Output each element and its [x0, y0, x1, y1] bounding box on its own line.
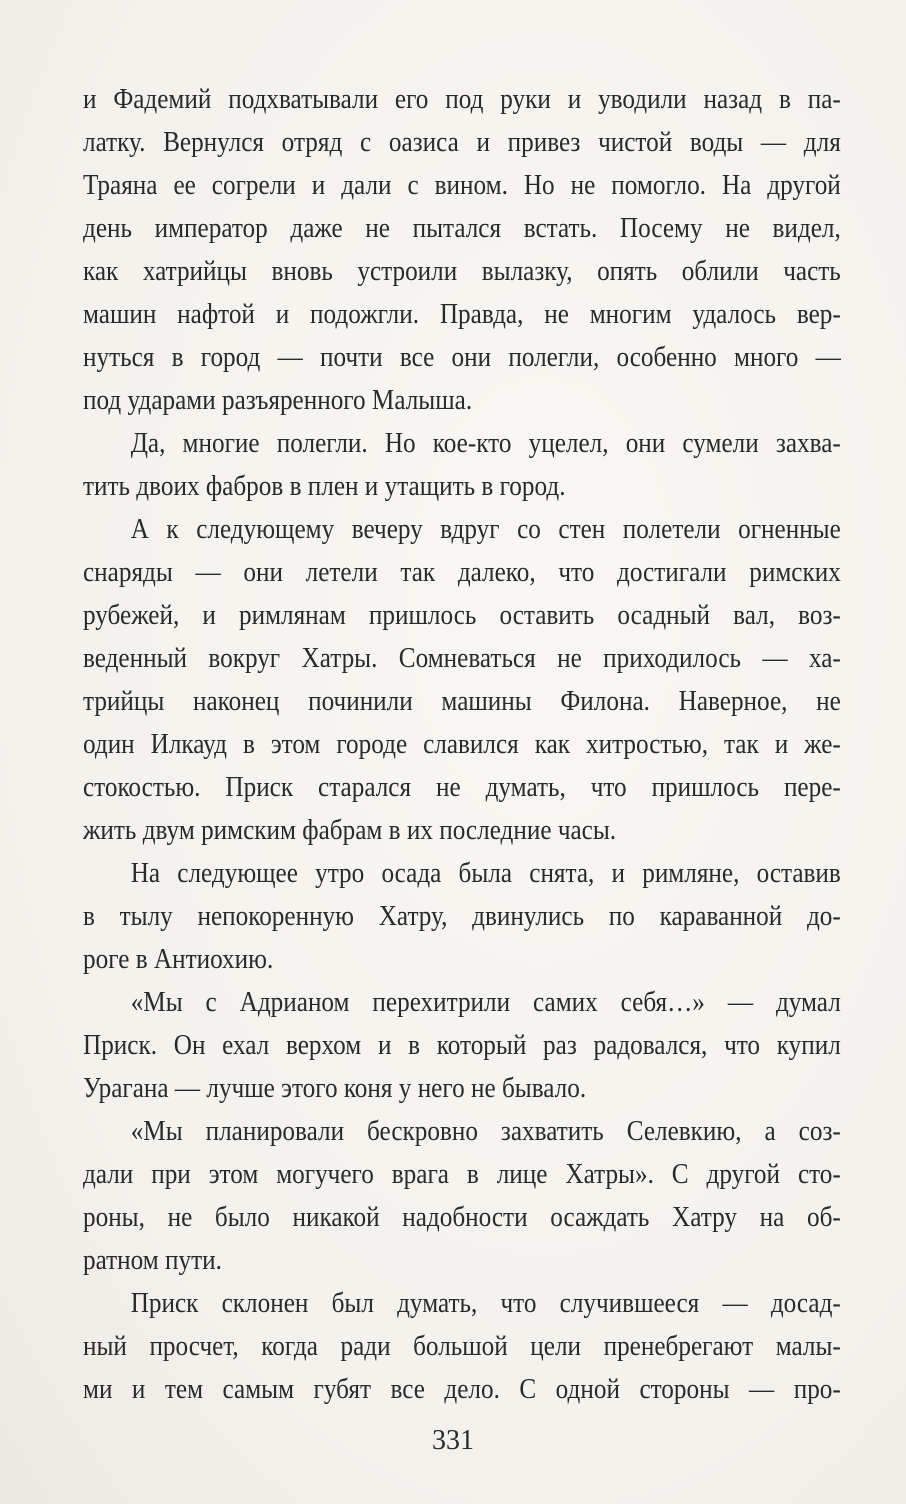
text-line: стокостью. Приск старался не думать, что пришлось пере- [83, 772, 841, 803]
text-line: А к следующему вечеру вдруг со стен полетели огненные [130, 514, 841, 545]
text-line: нуться в город — почти все они полегли, особенно много — [83, 342, 841, 373]
text-line: дали при этом могучего врага в лице Хатры». С другой сто- [83, 1159, 841, 1190]
text-line: латку. Вернулся отряд с оазиса и привез чистой воды — для [83, 127, 841, 158]
body-text [83, 78, 841, 1411]
text-line: веденный вокруг Хатры. Сомневаться не приходилось — ха- [83, 643, 841, 674]
text-line: Приск склонен был думать, что случившееся — досад- [130, 1288, 841, 1319]
text-line: Траяна ее согрели и дали с вином. Но не помогло. На другой [83, 170, 841, 201]
text-line: ми и тем самым губят все дело. С одной стороны — про- [83, 1374, 841, 1405]
text-line: «Мы планировали бескровно захватить Селевкию, а соз- [130, 1116, 841, 1147]
text-line: жить двум римским фабрам в их последние часы. [83, 815, 617, 846]
text-line: Да, многие полегли. Но кое-кто уцелел, они сумели захва- [130, 428, 841, 459]
text-line: и Фадемий подхватывали его под руки и уводили назад в па- [83, 84, 841, 115]
text-line: ратном пути. [83, 1245, 222, 1276]
text-line: машин нафтой и подожгли. Правда, не многим удалось вер- [83, 299, 841, 330]
text-line: снаряды — они летели так далеко, что достигали римских [83, 557, 841, 588]
text-line: один Илкауд в этом городе славился как хитростью, так и же- [83, 729, 841, 760]
text-line: как хатрийцы вновь устроили вылазку, опять облили часть [83, 256, 841, 287]
text-line: Приск. Он ехал верхом и в который раз радовался, что купил [83, 1030, 841, 1061]
text-line: в тылу непокоренную Хатру, двинулись по караванной до- [83, 901, 841, 932]
text-line: роге в Антиохию. [83, 944, 274, 975]
page-number: 331 [432, 1425, 474, 1456]
text-line: рубежей, и римлянам пришлось оставить осадный вал, воз- [83, 600, 841, 631]
text-line: день император даже не пытался встать. Посему не видел, [83, 213, 841, 244]
text-line: трийцы наконец починили машины Филона. Наверное, не [83, 686, 841, 717]
text-line: под ударами разъяренного Малыша. [83, 385, 473, 416]
text-line: тить двоих фабров в плен и утащить в город. [83, 471, 566, 502]
text-line: ный просчет, когда ради большой цели пренебрегают малы- [83, 1331, 841, 1362]
text-line: «Мы с Адрианом перехитрили самих себя…» — думал [130, 987, 841, 1018]
text-line: Урагана — лучше этого коня у него не бывало. [83, 1073, 587, 1104]
text-line: На следующее утро осада была снята, и римляне, оставив [130, 858, 841, 889]
text-line: роны, не было никакой надобности осаждать Хатру на об- [83, 1202, 841, 1233]
